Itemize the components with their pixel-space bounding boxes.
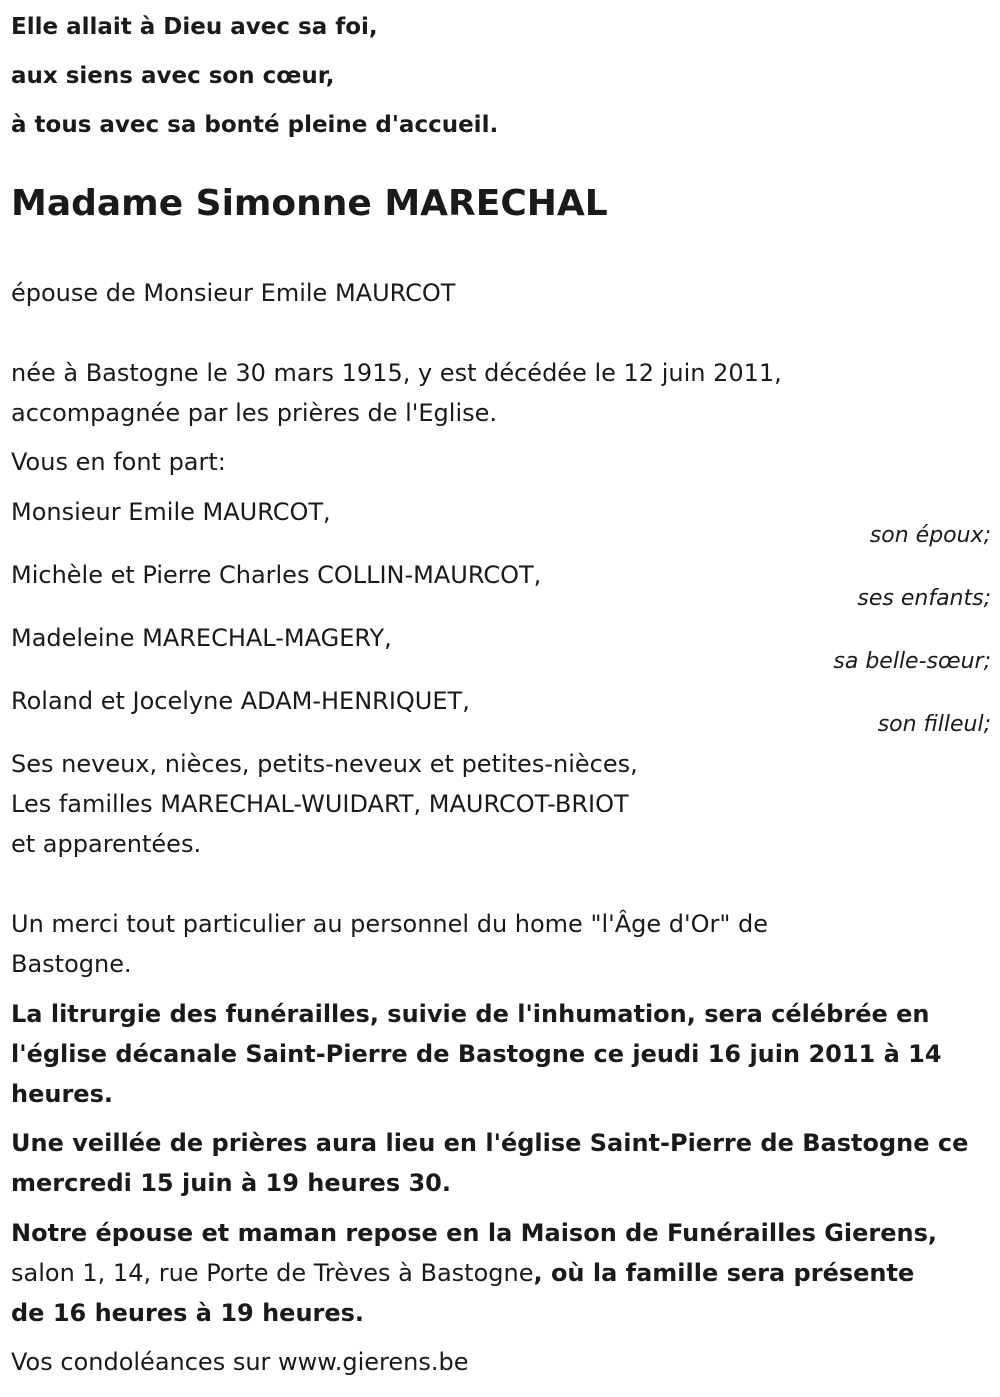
vigil-line-1: Une veillée de prières aura lieu en l'église Saint-Pierre de Bastogne ce: [11, 1129, 969, 1157]
spouse-line: épouse de Monsieur Emile MAURCOT: [11, 279, 456, 307]
family-member-name: Roland et Jocelyne ADAM-HENRIQUET,: [11, 687, 470, 715]
family-member-role: son filleul;: [877, 712, 991, 737]
birth-death-line-2: accompagnée par les prières de l'Eglise.: [11, 399, 498, 427]
family-member-name: Madeleine MARECHAL-MAGERY,: [11, 624, 392, 652]
relatives-line-1: Ses neveux, nièces, petits-neveux et petites-nièces,: [11, 750, 638, 778]
relatives-line-3: et apparentées.: [11, 830, 202, 858]
condolences-line: Vos condoléances sur www.gierens.be: [11, 1348, 469, 1376]
rest-line-2: [11, 1258, 914, 1288]
relatives-line-2: Les familles MARECHAL-WUIDART, MAURCOT-BRIOT: [11, 790, 629, 818]
rest-line-2-bold: , où la famille sera présente: [533, 1259, 915, 1287]
verse-line-1: Elle allait à Dieu avec sa foi,: [11, 14, 378, 40]
thanks-line-1: Un merci tout particulier au personnel du home "l'Âge d'Or" de: [11, 910, 769, 938]
rest-line-3: de 16 heures à 19 heures.: [11, 1299, 365, 1327]
announcement-intro: Vous en font part:: [11, 448, 226, 476]
verse-line-3: à tous avec sa bonté pleine d'accueil.: [11, 112, 499, 138]
funeral-line-1: La litrurgie des funérailles, suivie de l'inhumation, sera célébrée en: [11, 1000, 930, 1028]
funeral-line-3: heures.: [11, 1080, 113, 1108]
rest-line-1: Notre épouse et maman repose en la Maison de Funérailles Gierens,: [11, 1219, 938, 1247]
deceased-name: Madame Simonne MARECHAL: [11, 183, 608, 224]
verse-line-2: aux siens avec son cœur,: [11, 63, 335, 89]
family-member-role: ses enfants;: [857, 586, 991, 611]
rest-line-2-regular: salon 1, 14, rue Porte de Trèves à Bastogne: [11, 1259, 534, 1287]
funeral-line-2: l'église décanale Saint-Pierre de Bastogne ce jeudi 16 juin 2011 à 14: [11, 1040, 942, 1068]
family-member-name: Michèle et Pierre Charles COLLIN-MAURCOT,: [11, 561, 542, 589]
birth-death-line-1: née à Bastogne le 30 mars 1915, y est décédée le 12 juin 2011,: [11, 359, 782, 387]
thanks-line-2: Bastogne.: [11, 950, 132, 978]
family-member-role: son époux;: [869, 523, 991, 548]
family-member-role: sa belle-sœur;: [833, 649, 991, 674]
family-member-name: Monsieur Emile MAURCOT,: [11, 498, 331, 526]
vigil-line-2: mercredi 15 juin à 19 heures 30.: [11, 1169, 451, 1197]
